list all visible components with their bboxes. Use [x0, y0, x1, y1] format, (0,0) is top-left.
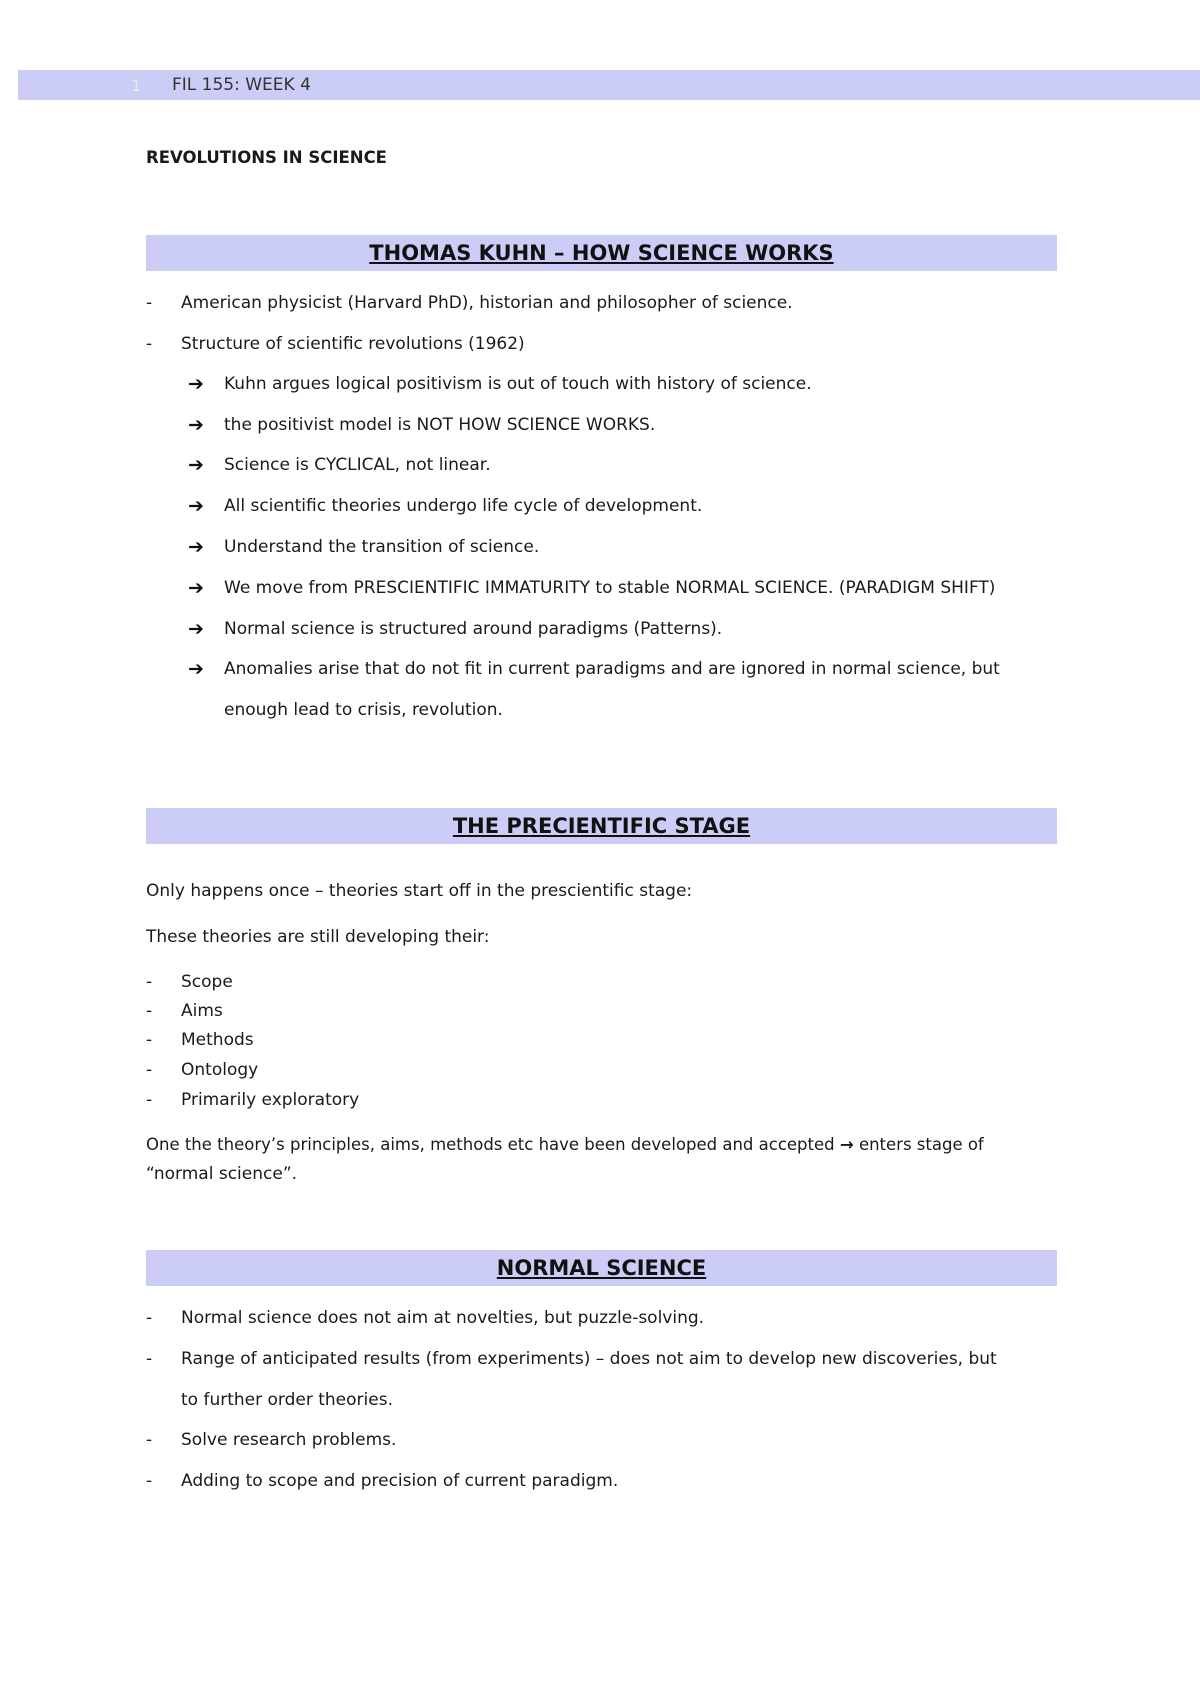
bullet-dash: - [146, 1060, 153, 1080]
prescientific-list-item: Primarily exploratory [181, 1090, 360, 1110]
page-number: 1 [131, 76, 142, 95]
bullet-dash: - [146, 1471, 153, 1491]
kuhn-bullet: Structure of scientific revolutions (1962) [181, 334, 525, 354]
normal-bullet: Adding to scope and precision of current paradigm. [181, 1471, 619, 1491]
section-heading-kuhn-band [146, 235, 1057, 271]
kuhn-arrow-item: Anomalies arise that do not fit in current paradigms and are ignored in normal science, but [224, 659, 1000, 679]
bullet-dash: - [146, 1001, 153, 1021]
prescientific-conclusion [146, 1133, 984, 1157]
kuhn-arrow-continuation: enough lead to crisis, revolution. [224, 700, 503, 720]
right-arrow-icon: → [839, 1135, 854, 1154]
right-arrow-icon: ➔ [188, 536, 204, 558]
right-arrow-icon: ➔ [188, 495, 204, 517]
normal-bullet: Solve research problems. [181, 1430, 397, 1450]
prescientific-list-item: Aims [181, 1001, 223, 1021]
bullet-dash: - [146, 334, 153, 354]
course-header: FIL 155: WEEK 4 [172, 75, 311, 95]
section-heading-normal-band [146, 1250, 1057, 1286]
bullet-dash: - [146, 293, 153, 313]
kuhn-arrow-item: Science is CYCLICAL, not linear. [224, 455, 491, 475]
section-heading-prescientific-band [146, 808, 1057, 844]
prescientific-list-item: Scope [181, 972, 233, 992]
kuhn-arrow-item: We move from PRESCIENTIFIC IMMATURITY to stable NORMAL SCIENCE. (PARADIGM SHIFT) [224, 578, 996, 598]
right-arrow-icon: ➔ [188, 618, 204, 640]
kuhn-arrow-item: All scientific theories undergo life cycle of development. [224, 496, 703, 516]
section-heading-normal: NORMAL SCIENCE [496, 1256, 707, 1280]
kuhn-arrow-item: the positivist model is NOT HOW SCIENCE WORKS. [224, 415, 656, 435]
kuhn-arrow-item: Understand the transition of science. [224, 537, 540, 557]
right-arrow-icon: ➔ [188, 454, 204, 476]
kuhn-arrow-item: Kuhn argues logical positivism is out of touch with history of science. [224, 374, 812, 394]
bullet-dash: - [146, 1090, 153, 1110]
prescientific-list-item: Ontology [181, 1060, 259, 1080]
normal-bullet: Normal science does not aim at novelties, but puzzle-solving. [181, 1308, 705, 1328]
prescientific-list-item: Methods [181, 1030, 254, 1050]
right-arrow-icon: ➔ [188, 658, 204, 680]
bullet-dash: - [146, 1030, 153, 1050]
kuhn-bullet: American physicist (Harvard PhD), historian and philosopher of science. [181, 293, 793, 313]
section-heading-kuhn: THOMAS KUHN – HOW SCIENCE WORKS [369, 241, 834, 265]
prescientific-conclusion-text-after: enters stage of [858, 1135, 984, 1154]
right-arrow-icon: ➔ [188, 373, 204, 395]
right-arrow-icon: ➔ [188, 577, 204, 599]
kuhn-arrow-item: Normal science is structured around paradigms (Patterns). [224, 619, 723, 639]
normal-bullet-continuation: to further order theories. [181, 1390, 393, 1410]
section-heading-prescientific: THE PRECIENTIFIC STAGE [452, 814, 751, 838]
bullet-dash: - [146, 1349, 153, 1369]
prescientific-conclusion-line2: “normal science”. [146, 1164, 298, 1184]
prescientific-intro: Only happens once – theories start off in the prescientific stage: [146, 881, 693, 901]
bullet-dash: - [146, 1308, 153, 1328]
prescientific-conclusion-text: One the theory’s principles, aims, methods etc have been developed and accepted [146, 1135, 835, 1154]
right-arrow-icon: ➔ [188, 414, 204, 436]
prescientific-still-developing: These theories are still developing their: [146, 927, 490, 947]
document-title: REVOLUTIONS IN SCIENCE [146, 148, 387, 167]
normal-bullet: Range of anticipated results (from experiments) – does not aim to develop new discoveries, but [181, 1349, 997, 1369]
bullet-dash: - [146, 972, 153, 992]
bullet-dash: - [146, 1430, 153, 1450]
